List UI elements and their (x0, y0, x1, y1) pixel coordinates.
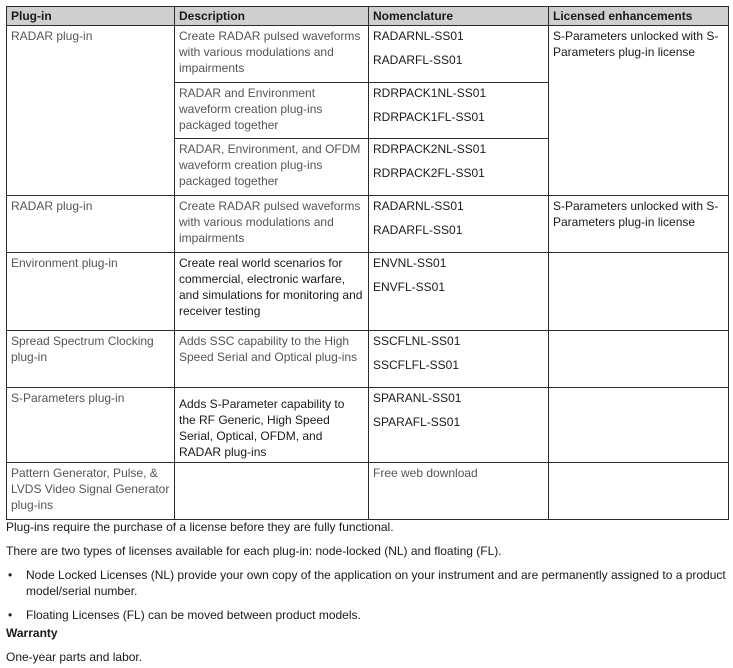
description-cell (175, 388, 369, 463)
description-cell: Create RADAR pulsed waveforms with various modulations and impairments (175, 196, 369, 253)
description-cell: Adds SSC capability to the High Speed Serial and Optical plug-ins (175, 331, 369, 388)
column-header-plugin: Plug-in (7, 7, 175, 26)
licensed-enhancement-cell (549, 331, 729, 388)
description-cell: RADAR, Environment, and OFDM waveform creation plug-ins packaged together (175, 139, 369, 196)
plugin-table (6, 6, 729, 520)
nomenclature-cell (369, 253, 549, 331)
licensed-enhancement-cell (549, 388, 729, 463)
part-number: RADARNL-SS01 (373, 199, 464, 213)
plugin-name-cell: Spread Spectrum Clocking plug-in (7, 331, 175, 388)
description-cell: RADAR and Environment waveform creation plug-ins packaged together (175, 83, 369, 139)
description-cell: Create real world scenarios for commercial, electronic warfare, and simulations for monitoring and receiver testing (175, 253, 369, 331)
list-item-text: Floating Licenses (FL) can be moved between product models. (26, 608, 361, 622)
table-row (7, 331, 729, 388)
column-header-licensed-enhancements: Licensed enhancements (549, 7, 729, 26)
part-number: RADARNL-SS01 (373, 29, 464, 43)
plugin-name-cell: S-Parameters plug-in (7, 388, 175, 463)
list-item (6, 567, 728, 599)
free-download-note: Free web download (373, 466, 478, 480)
plugin-name-cell: RADAR plug-in (7, 26, 175, 196)
table-row (7, 196, 729, 253)
part-number: SSCFLFL-SS01 (373, 358, 460, 372)
nomenclature-cell (369, 196, 549, 253)
description-cell (175, 463, 369, 520)
table-header-row (7, 7, 729, 26)
part-number: RDRPACK2NL-SS01 (373, 142, 487, 156)
license-requirement-text: Plug-ins require the purchase of a license before they are fully functional. (6, 520, 394, 534)
part-number: ENVNL-SS01 (373, 256, 447, 270)
warranty-heading: Warranty (6, 626, 58, 640)
part-number: SSCFLNL-SS01 (373, 334, 461, 348)
column-header-nomenclature: Nomenclature (369, 7, 549, 26)
bullet-icon: • (8, 608, 13, 622)
licensed-enhancement-cell: S-Parameters unlocked with S-Parameters plug-in license (549, 26, 729, 196)
nomenclature-cell (369, 388, 549, 463)
part-number: ENVFL-SS01 (373, 280, 446, 294)
description-cell: Create RADAR pulsed waveforms with various modulations and impairments (175, 26, 369, 83)
description-text: Adds S-Parameter capability to the RF Generic, High Speed Serial, Optical, OFDM, and RADAR plug-ins (179, 397, 345, 459)
licensed-enhancement-cell (549, 253, 729, 331)
list-item-text: Node Locked Licenses (NL) provide your own copy of the application on your instrument and are permanently assigned to a product model/serial number. (26, 568, 726, 598)
bullet-icon: • (8, 568, 13, 582)
plugin-name-cell: Pattern Generator, Pulse, & LVDS Video Signal Generator plug-ins (7, 463, 175, 520)
licensed-enhancement-cell (549, 463, 729, 520)
part-number: RDRPACK1NL-SS01 (373, 86, 487, 100)
warranty-text: One-year parts and labor. (6, 650, 143, 664)
plugin-name-cell: RADAR plug-in (7, 196, 175, 253)
nomenclature-cell (369, 331, 549, 388)
part-number: RDRPACK1FL-SS01 (373, 110, 485, 124)
nomenclature-cell (369, 139, 549, 196)
nomenclature-cell (369, 463, 549, 520)
table-row (7, 463, 729, 520)
licensed-enhancement-cell: S-Parameters unlocked with S-Parameters plug-in license (549, 196, 729, 253)
column-header-description: Description (175, 7, 369, 26)
nomenclature-cell (369, 26, 549, 83)
license-type-list (6, 567, 728, 623)
part-number: RADARFL-SS01 (373, 53, 463, 67)
plugin-name-cell: Environment plug-in (7, 253, 175, 331)
table-row (7, 388, 729, 463)
license-types-text: There are two types of licenses available for each plug-in: node-locked (NL) and floating (FL). (6, 544, 502, 558)
list-item (6, 607, 728, 623)
nomenclature-cell (369, 83, 549, 139)
table-row (7, 26, 729, 83)
part-number: RDRPACK2FL-SS01 (373, 166, 485, 180)
part-number: SPARANL-SS01 (373, 391, 462, 405)
part-number: RADARFL-SS01 (373, 223, 463, 237)
part-number: SPARAFL-SS01 (373, 415, 461, 429)
table-row (7, 253, 729, 331)
